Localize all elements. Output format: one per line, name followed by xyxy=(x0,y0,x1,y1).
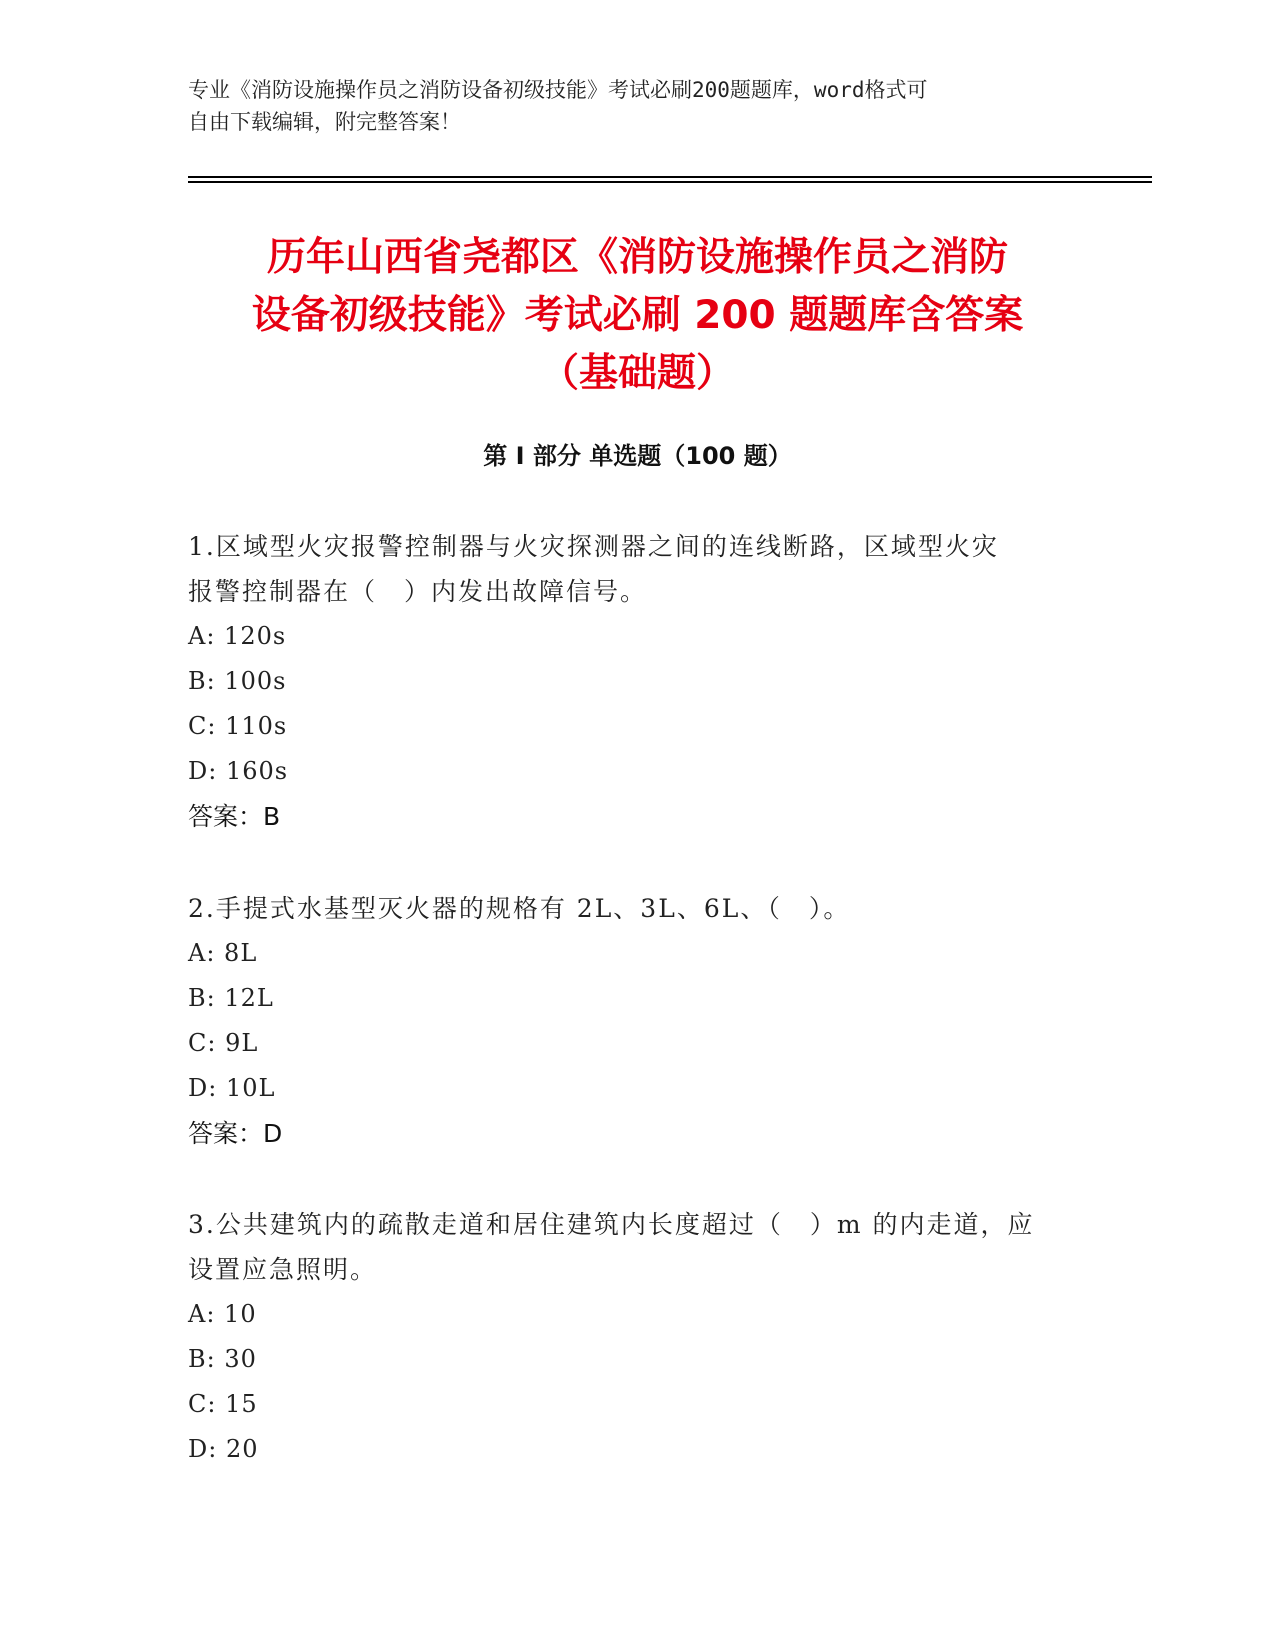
header-divider-bottom xyxy=(188,181,1152,183)
question-stem xyxy=(188,524,1088,614)
title-line-3: （基础题） xyxy=(539,351,735,396)
header-divider-top xyxy=(188,176,1152,178)
header-note xyxy=(188,74,1088,138)
question-stem-line: 3.公共建筑内的疏散走道和居住建筑内长度超过（ ）m 的内走道，应 xyxy=(188,1210,1035,1239)
option-a: A: 10 xyxy=(188,1300,257,1328)
question-stem xyxy=(188,1202,1088,1292)
question-stem-line: 2.手提式水基型灭火器的规格有 2L、3L、6L、（ ）。 xyxy=(188,894,851,923)
header-note-line-1: 专业《消防设施操作员之消防设备初级技能》考试必刷200题题库，word格式可 xyxy=(188,78,928,102)
option-a: A: 120s xyxy=(188,622,287,650)
question-3 xyxy=(188,1202,1088,1472)
option-b: B: 100s xyxy=(188,667,287,695)
question-stem-line: 设置应急照明。 xyxy=(188,1255,378,1284)
title-line-2: 设备初级技能》考试必刷 200 题题库含答案 xyxy=(251,293,1024,338)
option-b: B: 30 xyxy=(188,1345,257,1373)
question-stem-line: 1.区域型火灾报警控制器与火灾探测器之间的连线断路，区域型火灾 xyxy=(188,532,999,561)
option-b: B: 12L xyxy=(188,984,274,1012)
question-stem-line: 报警控制器在（ ）内发出故障信号。 xyxy=(188,577,648,606)
document-title xyxy=(160,229,1115,403)
section-heading: 第 I 部分 单选题（100 题） xyxy=(483,442,792,470)
header-note-line-2: 自由下载编辑，附完整答案！ xyxy=(188,110,461,134)
answer: 答案：D xyxy=(188,1119,283,1148)
answer: 答案：B xyxy=(188,802,281,831)
question-2 xyxy=(188,886,1088,1156)
option-d: D: 160s xyxy=(188,757,289,785)
option-a: A: 8L xyxy=(188,939,258,967)
option-d: D: 20 xyxy=(188,1435,259,1463)
option-c: C: 15 xyxy=(188,1390,258,1418)
question-1 xyxy=(188,524,1088,839)
question-stem xyxy=(188,886,1088,931)
option-d: D: 10L xyxy=(188,1074,276,1102)
option-c: C: 9L xyxy=(188,1029,259,1057)
option-c: C: 110s xyxy=(188,712,288,740)
title-line-1: 历年山西省尧都区《消防设施操作员之消防 xyxy=(266,235,1008,280)
